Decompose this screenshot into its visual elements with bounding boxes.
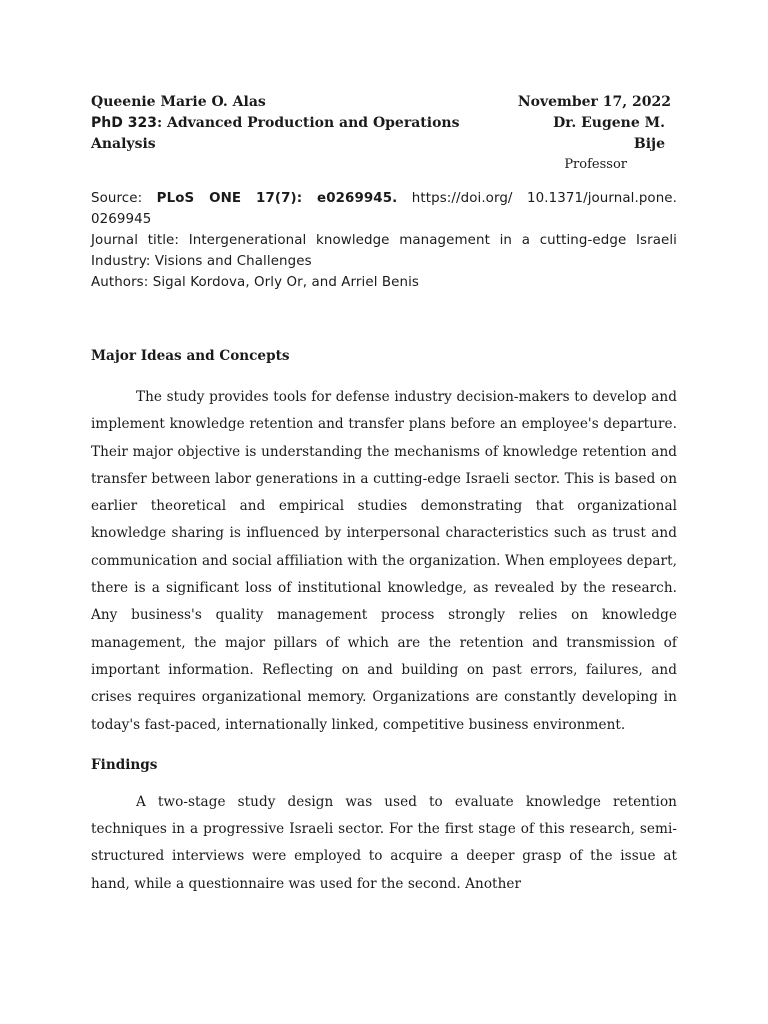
course-code: PhD 323 bbox=[91, 115, 157, 131]
section-title-findings: Findings bbox=[91, 756, 158, 773]
section-body-findings: A two-stage study design was used to evaluate knowledge retention techniques in a progressive Israeli sector. For the first stage of this research, semi-structured interviews were employed to acquire a deeper grasp of the issue at hand, while a questionnaire was used for the second. Another bbox=[91, 793, 677, 892]
document-page bbox=[91, 92, 677, 898]
course-title: : Advanced Production and Operations Analysis bbox=[91, 115, 460, 152]
student-name: Queenie Marie O. Alas bbox=[91, 94, 266, 110]
section-body-major-ideas: The study provides tools for defense industry decision-makers to develop and implement knowledge retention and transfer plans before an employee's departure. Their major objective is understanding the mechanisms of knowledge retention and transfer between labor generations in a cutting-edge Israeli sector. This is based on earlier theoretical and empirical studies demonstrating that organizational knowledge sharing is influenced by interpersonal characteristics such as trust and communication and social affiliation with the organization. When employees depart, there is a significant loss of institutional knowledge, as revealed by the research. Any business's quality management process strongly relies on knowledge management, the major pillars of which are the retention and transmission of important information. Reflecting on and building on past errors, failures, and crises requires organizational memory. Organizations are constantly developing in today's fast-paced, internationally linked, competitive business environment. bbox=[91, 389, 677, 733]
professor-role: Professor bbox=[564, 157, 627, 172]
source-line bbox=[91, 188, 677, 230]
source-citation bbox=[91, 188, 677, 293]
header-row-name-date bbox=[91, 92, 677, 113]
header-row-professor-role bbox=[91, 155, 677, 175]
source-doi: https://doi.org/ 10.1371/journal.pone. 0269945 bbox=[91, 191, 678, 227]
professor-name: Dr. Eugene M. Bije bbox=[553, 115, 665, 152]
source-journal-ref: PLoS ONE 17(7): e0269945. bbox=[156, 191, 398, 206]
source-label: Source: bbox=[91, 191, 157, 206]
header-row-course-professor bbox=[91, 113, 677, 155]
course-line bbox=[91, 113, 520, 155]
document-date: November 17, 2022 bbox=[517, 94, 671, 110]
authors: Authors: Sigal Kordova, Orly Or, and Arriel Benis bbox=[91, 275, 419, 290]
journal-title: Journal title: Intergenerational knowledge management in a cutting-edge Israeli Industry: Visions and Challenges bbox=[91, 233, 677, 269]
section-title-major-ideas: Major Ideas and Concepts bbox=[91, 348, 290, 364]
